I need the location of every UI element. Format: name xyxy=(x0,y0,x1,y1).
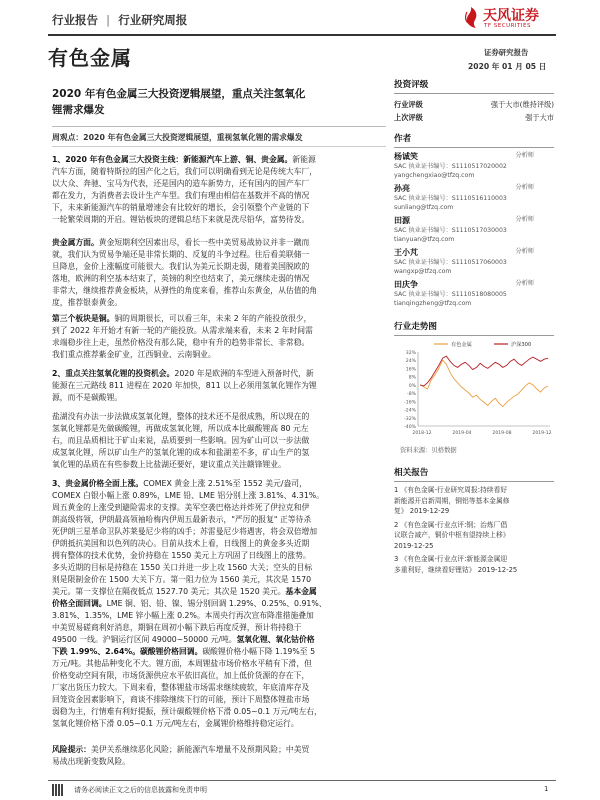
main-title-line: 2020 年有色金属三大投资逻辑展望，重点关注氢氧化 xyxy=(52,88,306,100)
related-report-line: 新能源开启新周期，铜铝等基本金属修 xyxy=(394,496,510,505)
footer-text: 请务必阅读正文之后的信息披露和免责申明 xyxy=(74,786,207,794)
y-tick-label: 8% xyxy=(408,375,416,381)
body-line: 非常大，继续推荐黄金板块，从弹性的角度来看，推荐山东黄金，从估值的角 xyxy=(52,286,318,295)
main-title xyxy=(52,86,388,118)
body-line: 伊朗抵抗美国和以色列的决心。目前从技术上看，日线图上的黄金多头近期 xyxy=(52,539,310,548)
logo-text-en: TF SECURITIES xyxy=(484,23,531,29)
legend-label: 沪深300 xyxy=(511,342,532,348)
body-line: 死伊朗三星革命卫队苏莱曼尼少将的凶手；苏雷曼尼少将遇害，将会双倍增加 xyxy=(52,527,318,536)
body-line: 源，而不是碳酸锂。 xyxy=(52,393,123,402)
y-tick-label: 32% xyxy=(405,351,416,356)
authors-heading: 作者 xyxy=(394,134,412,144)
y-tick-label: 0% xyxy=(408,383,416,389)
x-tick-label: 2019-08 xyxy=(492,431,512,436)
author-email[interactable]: wangxp@tfzq.com xyxy=(394,268,452,275)
body-line: 则是限制金价在 1500 大关下方。第一阻力位为 1560 美元，其次是 1570 xyxy=(52,575,312,584)
series-line xyxy=(420,356,548,386)
author-entry xyxy=(394,183,554,212)
footer-rule xyxy=(48,780,556,781)
x-tick-label: 2018-12 xyxy=(412,431,432,436)
body-line: 中美贸易磋商利好消息，期铜在周初小幅下跌后再度反弹，预计将持稳于 xyxy=(52,623,302,632)
body-line: 3、贵金属价格全面上涨。COMEX 黄金上涨 2.51%至 1552 美元/盎司， xyxy=(52,479,307,488)
body-line: 旦降息，金价上涨幅度可能很大。我们认为美元长期走弱，随着美国脱欧的 xyxy=(52,262,310,271)
chart-source: 资料来源：贝格数据 xyxy=(400,447,457,454)
body-line: 多头近期的目标是持稳在 1550 关口并进一步上攻 1560 大关；空头的目标 xyxy=(52,563,313,572)
sector-title: 有色金属 xyxy=(48,46,132,70)
body-line: 风险提示：美伊关系继续恶化风险；新能源汽车增量不及预期风险；中美贸 xyxy=(52,745,310,754)
logo-mark-icon xyxy=(462,6,480,30)
body-line: COMEX 白银小幅上涨 0.89%，LME 铅、LME 铝分别上涨 3.81%、4.31%。 xyxy=(52,491,325,500)
related-report-line: 1 《有色金属-行业研究周报:持续看好 xyxy=(394,486,508,494)
rating-panel xyxy=(394,78,554,124)
body-paragraph xyxy=(52,154,386,226)
body-paragraph xyxy=(52,313,386,361)
body-line: 万元/吨。其他品种变化不大。锂方面，本周锂盐市场价格水平稍有下滑，但 xyxy=(52,659,312,668)
y-tick-label: -32% xyxy=(404,416,416,422)
body-line: 都在发力，为消费者去设计生产车型。我们有理由相信在基数并不高的情况 xyxy=(52,191,310,200)
y-tick-label: -24% xyxy=(404,408,416,414)
x-tick-label: 2019-12 xyxy=(532,431,552,436)
trend-heading: 行业走势图 xyxy=(394,322,437,332)
y-tick-label: -16% xyxy=(404,400,416,406)
body-paragraph xyxy=(52,237,386,309)
related-report-item[interactable] xyxy=(394,520,554,552)
y-tick-label: 16% xyxy=(405,367,416,373)
author-name: 王小芃 xyxy=(394,248,418,257)
body-line: 回笼资金因素影响下，商谈不排除继续下行的可能，预计下周整体锂盐市场 xyxy=(52,695,310,704)
author-email[interactable]: sunliang@tfzq.com xyxy=(394,204,454,211)
body-line: 以大众、奔驰、宝马为代表，还是国内的造车新势力，还有国内的国产车厂 xyxy=(52,179,310,188)
body-paragraph xyxy=(52,368,386,404)
y-tick-label: -8% xyxy=(407,392,416,398)
body-line: 能源在三元路线 811 进程在 2020 年加快，811 以上必须用氢氧化锂作为锂 xyxy=(52,381,317,390)
page-number: 1 xyxy=(544,785,549,793)
body-line: 易战出现新变数风险。 xyxy=(52,757,130,766)
author-entry xyxy=(394,215,554,244)
body-line: 第三个板块是铜。铜的周期很长，可以看三年，未来 2 年的产能投放很少， xyxy=(52,314,312,323)
body-line: 汽车方面，随着特斯拉的国产化之后，我们可以明确看到无论是传统大车厂， xyxy=(52,167,318,176)
author-name: 孙亮 xyxy=(394,184,410,193)
summary-divider xyxy=(52,146,386,147)
title-divider xyxy=(52,126,386,127)
body-line: 成氢氧化锂，所以矿山生产的氢氧化锂的成本和盐湖差不多，矿山生产的氢 xyxy=(52,448,310,457)
prev-rating-value: 强于大市 xyxy=(525,113,554,122)
trend-chart xyxy=(394,338,554,442)
body-line: 落地，欧洲的利空基本结束了，英镑的利空也结束了，美元继续走弱的情况 xyxy=(52,274,310,283)
y-tick-label: 24% xyxy=(405,359,416,365)
body-paragraph xyxy=(52,744,386,768)
body-line: 周五黄金的上涨受到避险需求的支撑。美军空袭巴格达并炸死了伊拉克和伊 xyxy=(52,503,310,512)
author-entry xyxy=(394,279,554,308)
author-email[interactable]: yangchengxiao@tfzq.com xyxy=(394,172,475,179)
category-separator: | xyxy=(106,13,111,27)
body-line: 就，我们认为贸易争端还是非常长期的、反复的斗争过程。往后看美联储一 xyxy=(52,250,310,259)
company-logo xyxy=(462,2,562,36)
body-line: 盐湖没有办法一步法做成氢氧化锂，整体的技术还不是很成熟，所以现在的 xyxy=(52,412,310,421)
body-line: 度，推荐银泰黄金。 xyxy=(52,298,123,307)
body-line: 求端稳步往上走，虽然价格没有那么陡，稳中有升的趋势非常长、非常稳。 xyxy=(52,338,310,347)
body-paragraph xyxy=(52,478,386,730)
body-line: 我们重点推荐紫金矿业，江西铜业、云南铜业。 xyxy=(52,350,216,359)
logo-text-cn: 天风证券 xyxy=(483,8,539,24)
author-email[interactable]: tianyuan@tfzq.com xyxy=(394,236,455,243)
related-report-line: 多重利好，继续看好锂钴》 2019-12-25 xyxy=(394,565,518,574)
y-tick-label: -40% xyxy=(404,425,416,430)
body-line: 氧化锂的品质在有些参数上比盐湖还要好，建议重点关注赣锋锂业。 xyxy=(52,460,286,469)
summary-line: 周观点：2020 年有色金属三大投资逻辑展望，重视氢氧化锂的需求爆发 xyxy=(52,133,303,142)
rating-heading: 投资评级 xyxy=(394,80,429,90)
related-report-line: 复》 2019-12-29 xyxy=(394,507,450,515)
body-line: 下，未来新能源汽车的销量增速会有比较好的增长，会引领整个产业链的下 xyxy=(52,203,310,212)
trend-panel xyxy=(394,320,554,338)
author-entry xyxy=(394,247,554,276)
legend-label: 有色金属 xyxy=(451,342,472,348)
body-line: 弱稳为主，行情难有利好提振，预计碳酸锂价格下滑 0.05~0.1 万元/吨左右， xyxy=(52,707,322,716)
report-date: 2020 年 01 月 05 日 xyxy=(468,62,547,71)
related-report-line: 2 《有色金属-行业点评:钢；治炼厂倡 xyxy=(394,520,508,529)
report-category xyxy=(52,12,187,28)
series-line xyxy=(420,360,548,406)
author-cert: SAC 执业证书编号：S1110517020002 xyxy=(394,163,507,170)
body-line: 贵金属方面。黄金短期利空因素出尽，看长一些中美贸易战协议并非一蹴而 xyxy=(52,238,310,247)
author-cert: SAC 执业证书编号：S1110517060003 xyxy=(394,259,507,266)
related-report-line: 3 《有色金属-行业点评:新能源金属迎 xyxy=(394,555,508,563)
main-title-line: 锂需求爆发 xyxy=(52,104,105,116)
body-line: 右，而且品质相比于矿山来说，品质要到一些影响。因为矿山可以一步法做 xyxy=(52,436,310,445)
author-entry xyxy=(394,151,554,180)
author-cert: SAC 执业证书编号：S1110517030003 xyxy=(394,227,507,234)
author-role: 分析师 xyxy=(515,280,534,287)
related-report-item[interactable] xyxy=(394,485,554,517)
report-type: 证券研究报告 xyxy=(484,48,529,57)
body-line: 拥有整体的技术优势，金价持稳在 1550 美元上方巩固了日线图上的涨势。 xyxy=(52,551,311,560)
author-cert: SAC 执业证书编号：S1110516110003 xyxy=(394,195,507,202)
header-rule xyxy=(48,34,556,36)
author-name: 田庆争 xyxy=(394,280,418,289)
body-line: 价格变动空间有限，市场货源供应水平依旧高位，加上低价货源的存在下， xyxy=(52,671,310,680)
body-line: 氢氧化锂都是先做碳酸锂，再做成氢氧化锂，所以成本比碳酸锂高 80 元左 xyxy=(52,424,309,433)
body-line: 1、2020 年有色金属三大投资主线：新能源汽车上游、铜、贵金属。新能源 xyxy=(52,155,316,164)
subcategory-label: 行业研究周报 xyxy=(118,13,188,27)
author-cert: SAC 执业证书编号：S1110518080005 xyxy=(394,291,507,298)
author-role: 分析师 xyxy=(515,184,534,191)
industry-rating-label: 行业评级 xyxy=(394,100,423,109)
author-role: 分析师 xyxy=(515,248,534,255)
related-report-item[interactable] xyxy=(394,554,554,575)
body-line: 2、重点关注氢氧化锂的投资机会。2020 年是欧洲的车型进入预备时代，新 xyxy=(52,369,314,378)
author-email[interactable]: tianqingzheng@tfzq.com xyxy=(394,300,472,307)
category-label: 行业报告 xyxy=(52,13,98,27)
body-line: 一轮繁荣周期的开启。锂钴板块的逻辑总结下来就是洗尽铅华，富势待发。 xyxy=(52,215,310,224)
body-line: 厂家出货压力较大。下周来看，整体锂盐市场需求继续疲软，年底清库存及 xyxy=(52,683,310,692)
industry-rating-value: 强于大市(维持评级) xyxy=(490,100,554,109)
body-line: 3.81%、1.35%，LME 锌小幅上涨 0.2%。本周央行再次宣布降准措施叠加 xyxy=(52,611,314,620)
body-paragraph xyxy=(52,411,386,471)
prev-rating-label: 上次评级 xyxy=(394,113,423,122)
body-line: 49500 一线。沪铜运行区间 49000~50000 元/吨。氢氧化锂、氧化钴价格 xyxy=(52,635,315,644)
related-report-line: 2019-12-25 xyxy=(394,541,434,550)
related-report-line: 议联合减产，铜价中枢有望持续上移》 xyxy=(394,531,510,539)
qr-code-icon xyxy=(52,784,64,796)
body-line: 氢氧化锂价格下滑 0.05~0.1 万元/吨左右，金属锂价格维持稳定运行。 xyxy=(52,719,299,728)
author-name: 田源 xyxy=(394,216,410,225)
author-name: 杨诚笑 xyxy=(394,152,418,161)
body-line: 美元。第一支撑位在隔夜低点 1527.70 美元；其次是 1520 美元。基本金属 xyxy=(52,587,317,596)
author-role: 分析师 xyxy=(515,216,534,223)
body-line: 朗高级将领，伊朗最高领袖哈梅内伊周五最新表示，"严厉的报复" 正等待杀 xyxy=(52,515,312,524)
x-tick-label: 2019-04 xyxy=(452,431,472,436)
authors-panel xyxy=(394,132,554,308)
body-line: 下跌 1.99%、2.64%。碳酸锂价格回调。碳酸锂价格小幅下降 1.19%至 5 xyxy=(52,647,316,656)
body-line: 到了 2022 年开始才有新一轮的产能投放。从需求端来看，未来 2 年时间需 xyxy=(52,326,313,335)
body-line: 价格全面回调。LME 铜、铝、铅、镍、锡分别回调 1.29%、0.25%、0.91%、 xyxy=(52,599,327,608)
related-heading: 相关报告 xyxy=(394,468,429,478)
author-role: 分析师 xyxy=(515,152,534,159)
related-panel xyxy=(394,466,554,575)
